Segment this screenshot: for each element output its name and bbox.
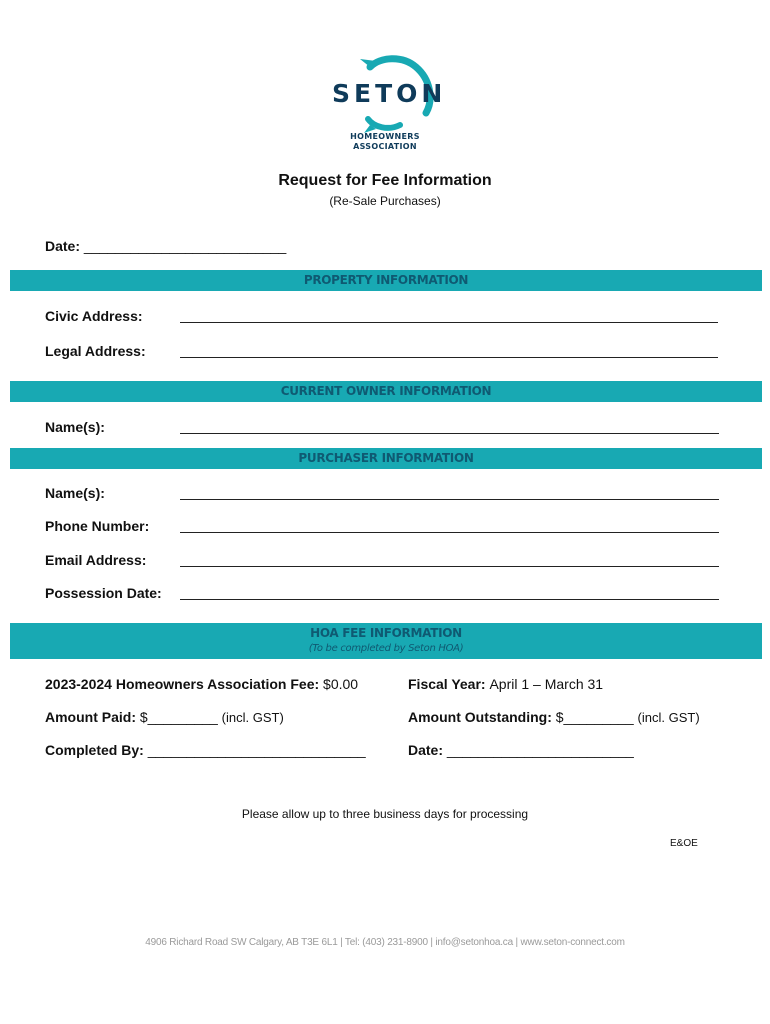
owner-names-line[interactable]: [180, 433, 719, 434]
amount-paid-label: Amount Paid:: [45, 709, 136, 725]
completed-by-label: Completed By:: [45, 742, 144, 758]
amount-outstanding-note: (incl. GST): [637, 710, 700, 725]
hoa-subheading: (To be completed by Seton HOA): [308, 643, 464, 654]
date-field[interactable]: [45, 238, 286, 254]
logo-sub-line1: HOMEOWNERS: [350, 132, 420, 141]
amount-outstanding-value: $_________: [555, 709, 634, 725]
hoa-fee-label: 2023-2024 Homeowners Association Fee:: [45, 676, 320, 692]
hoa-date-row[interactable]: [408, 742, 634, 758]
logo-wordmark: SETON: [332, 79, 447, 108]
amount-outstanding-label: Amount Outstanding:: [408, 709, 552, 725]
hoa-date-label: Date:: [408, 742, 444, 758]
owner-section-header: CURRENT OWNER INFORMATION: [10, 381, 762, 402]
email-address-label: Email Address:: [45, 552, 147, 568]
civic-address-label: Civic Address:: [45, 308, 143, 324]
civic-address-line[interactable]: [180, 322, 718, 323]
logo-subtitle: [330, 132, 440, 152]
hoa-heading: HOA FEE INFORMATION: [310, 626, 462, 640]
date-label: Date:: [45, 238, 81, 254]
page-subtitle: (Re-Sale Purchases): [329, 194, 441, 208]
amount-paid-row[interactable]: [45, 709, 284, 725]
purchaser-names-label: Name(s):: [45, 485, 105, 501]
fiscal-year-label: Fiscal Year:: [408, 676, 486, 692]
possession-date-label: Possession Date:: [45, 585, 162, 601]
hoa-fee-value: $0.00: [323, 676, 359, 692]
footer-contact: 4906 Richard Road SW Calgary, AB T3E 6L1 | Tel: (403) 231-8900 | info@setonhoa.ca | www.seton-connect.com: [145, 937, 625, 948]
processing-note: Please allow up to three business days for processing: [241, 807, 529, 821]
possession-date-line[interactable]: [180, 599, 719, 600]
purchaser-section-header: PURCHASER INFORMATION: [10, 448, 762, 469]
owner-names-label: Name(s):: [45, 419, 105, 435]
fiscal-year-row: [408, 676, 603, 692]
hoa-fee-row: [45, 676, 358, 692]
hoa-section-header: [10, 623, 762, 659]
hoa-date-blank: ________________________: [446, 742, 634, 758]
completed-by-blank: ____________________________: [147, 742, 366, 758]
phone-number-line[interactable]: [180, 532, 719, 533]
property-section-header: PROPERTY INFORMATION: [10, 270, 762, 291]
phone-number-label: Phone Number:: [45, 518, 150, 534]
seton-logo: [330, 55, 447, 155]
email-address-line[interactable]: [180, 566, 719, 567]
fiscal-year-value: April 1 – March 31: [489, 676, 604, 692]
amount-outstanding-row[interactable]: [408, 709, 700, 725]
amount-paid-value: $_________: [139, 709, 218, 725]
legal-address-label: Legal Address:: [45, 343, 146, 359]
legal-address-line[interactable]: [180, 357, 718, 358]
logo-sub-line2: ASSOCIATION: [353, 142, 417, 151]
page-title: Request for Fee Information: [278, 172, 492, 189]
purchaser-names-line[interactable]: [180, 499, 719, 500]
amount-paid-note: (incl. GST): [221, 710, 284, 725]
eoe-note: E&OE: [670, 838, 698, 849]
date-blank: __________________________: [83, 238, 287, 254]
completed-by-row[interactable]: [45, 742, 366, 758]
